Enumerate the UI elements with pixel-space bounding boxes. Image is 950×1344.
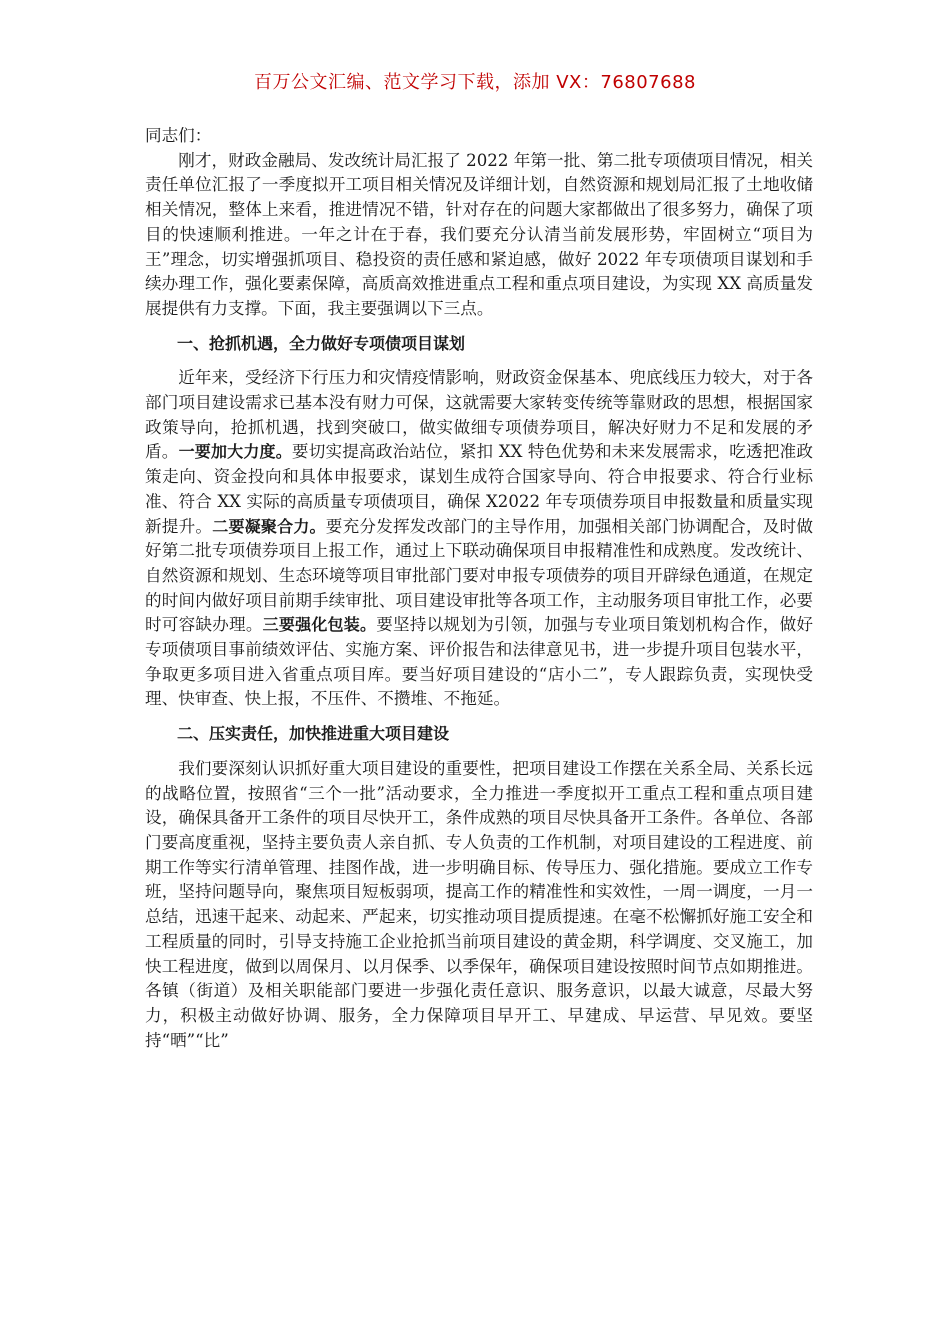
intro-paragraph: 刚才，财政金融局、发改统计局汇报了 2022 年第一批、第二批专项债项目情况，相关责任单位汇报了一季度拟开工项目相关情况及详细计划，自然资源和规划局汇报了土地收储相关情况，整体上来看，推进情况不错，针对存在的问题大家都做出了很多努力，确保了项目的快速顺利推进。一年之计在于春，我们要充分认清当前发展形势，牢固树立“项目为王”理念，切实增强抓项目、稳投资的责任感和紧迫感，做好 2022 年专项债项目谋划和手续办理工作，强化要素保障，高质高效推进重点工程和重点项目建设，为实现 XX 高质量发展提供有力支撑。下面，我主要强调以下三点。 xyxy=(145,150,813,318)
header-banner: 百万公文汇编、范文学习下载，添加 VX：76807688 xyxy=(254,72,696,93)
emphasis-3: 三要强化包装。 xyxy=(262,615,377,635)
emphasis-2: 二要凝聚合力。 xyxy=(212,516,326,536)
document-body xyxy=(145,124,813,1053)
section-2-paragraph: 我们要深刻认识抓好重大项目建设的重要性，把项目建设工作摆在关系全局、关系长远的战略位置，按照省“三个一批”活动要求，全力推进一季度拟开工重点工程和重点项目建设，确保具备开工条件的项目尽快开工，条件成熟的项目尽快具备开工条件。各单位、各部门要高度重视，坚持主要负责人亲自抓、专人负责的工作机制，对项目建设的工程进度、前期工作等实行清单管理、挂图作战，进一步明确目标、传导压力、强化措施。要成立工作专班，坚持问题导向，聚焦项目短板弱项，提高工作的精准性和实效性，一周一调度，一月一总结，迅速干起来、动起来、严起来，切实推动项目提质提速。在毫不松懈抓好施工安全和工程质量的同时，引导支持施工企业抢抓当前项目建设的黄金期，科学调度、交叉施工，加快工程进度，做到以周保月、以月保季、以季保年，确保项目建设按照时间节点如期推进。各镇（街道）及相关职能部门要进一步强化责任意识、服务意识，以最大诚意，尽最大努力，积极主动做好协调、服务，全力保障项目早开工、早建成、早运营、早见效。要坚持“晒”“比” xyxy=(145,758,813,1050)
section-1-paragraph xyxy=(145,366,813,712)
section-2-heading: 二、压实责任，加快推进重大项目建设 xyxy=(177,724,450,744)
section-1-text-a: 近年来，受经济下行压力和灾情疫情影响，财政资金保基本、兜底线压力较大，对于各部门项目建设需求已基本没有财力可保，这就需要大家转变传统等靠财政的思想，根据国家政策导向，抢抓机遇，找到突破口，做实做细专项债券项目，解决好财力不足和发展的矛盾。 xyxy=(145,368,813,462)
section-1-text-d: 要坚持以规划为引领，加强与专业项目策划机构合作，做好专项债项目事前绩效评估、实施方案、评价报告和法律意见书，进一步提升项目包装水平，争取更多项目进入省重点项目库。要当好项目建设的“店小二”，专人跟踪负责，实现快受理、快审查、快上报，不压件、不攒堆、不拖延。 xyxy=(145,615,814,709)
salutation: 同志们： xyxy=(145,126,212,145)
section-1-text-c: 要充分发挥发改部门的主导作用，加强相关部门协调配合，及时做好第二批专项债券项目上报工作，通过上下联动确保项目申报精准性和成熟度。发改统计、自然资源和规划、生态环境等项目审批部门要对申报专项债券的项目开辟绿色通道，在规定的时间内做好项目前期手续审批、项目建设审批等各项工作，主动服务项目审批工作，必要时可容缺办理。 xyxy=(145,516,814,635)
emphasis-1: 一要加大力度。 xyxy=(178,442,292,462)
section-1-heading: 一、抢抓机遇，全力做好专项债项目谋划 xyxy=(177,333,466,353)
section-1-text-b: 要切实提高政治站位，紧扣 XX 特色优势和未来发展需求，吃透把准政策走向、资金投向和具体申报要求，谋划生成符合国家导向、符合申报要求、符合行业标准、符合 XX 实际的高质量专项债项目，确保 X2022 年专项债券项目申报数量和质量实现新提升。 xyxy=(145,442,813,536)
